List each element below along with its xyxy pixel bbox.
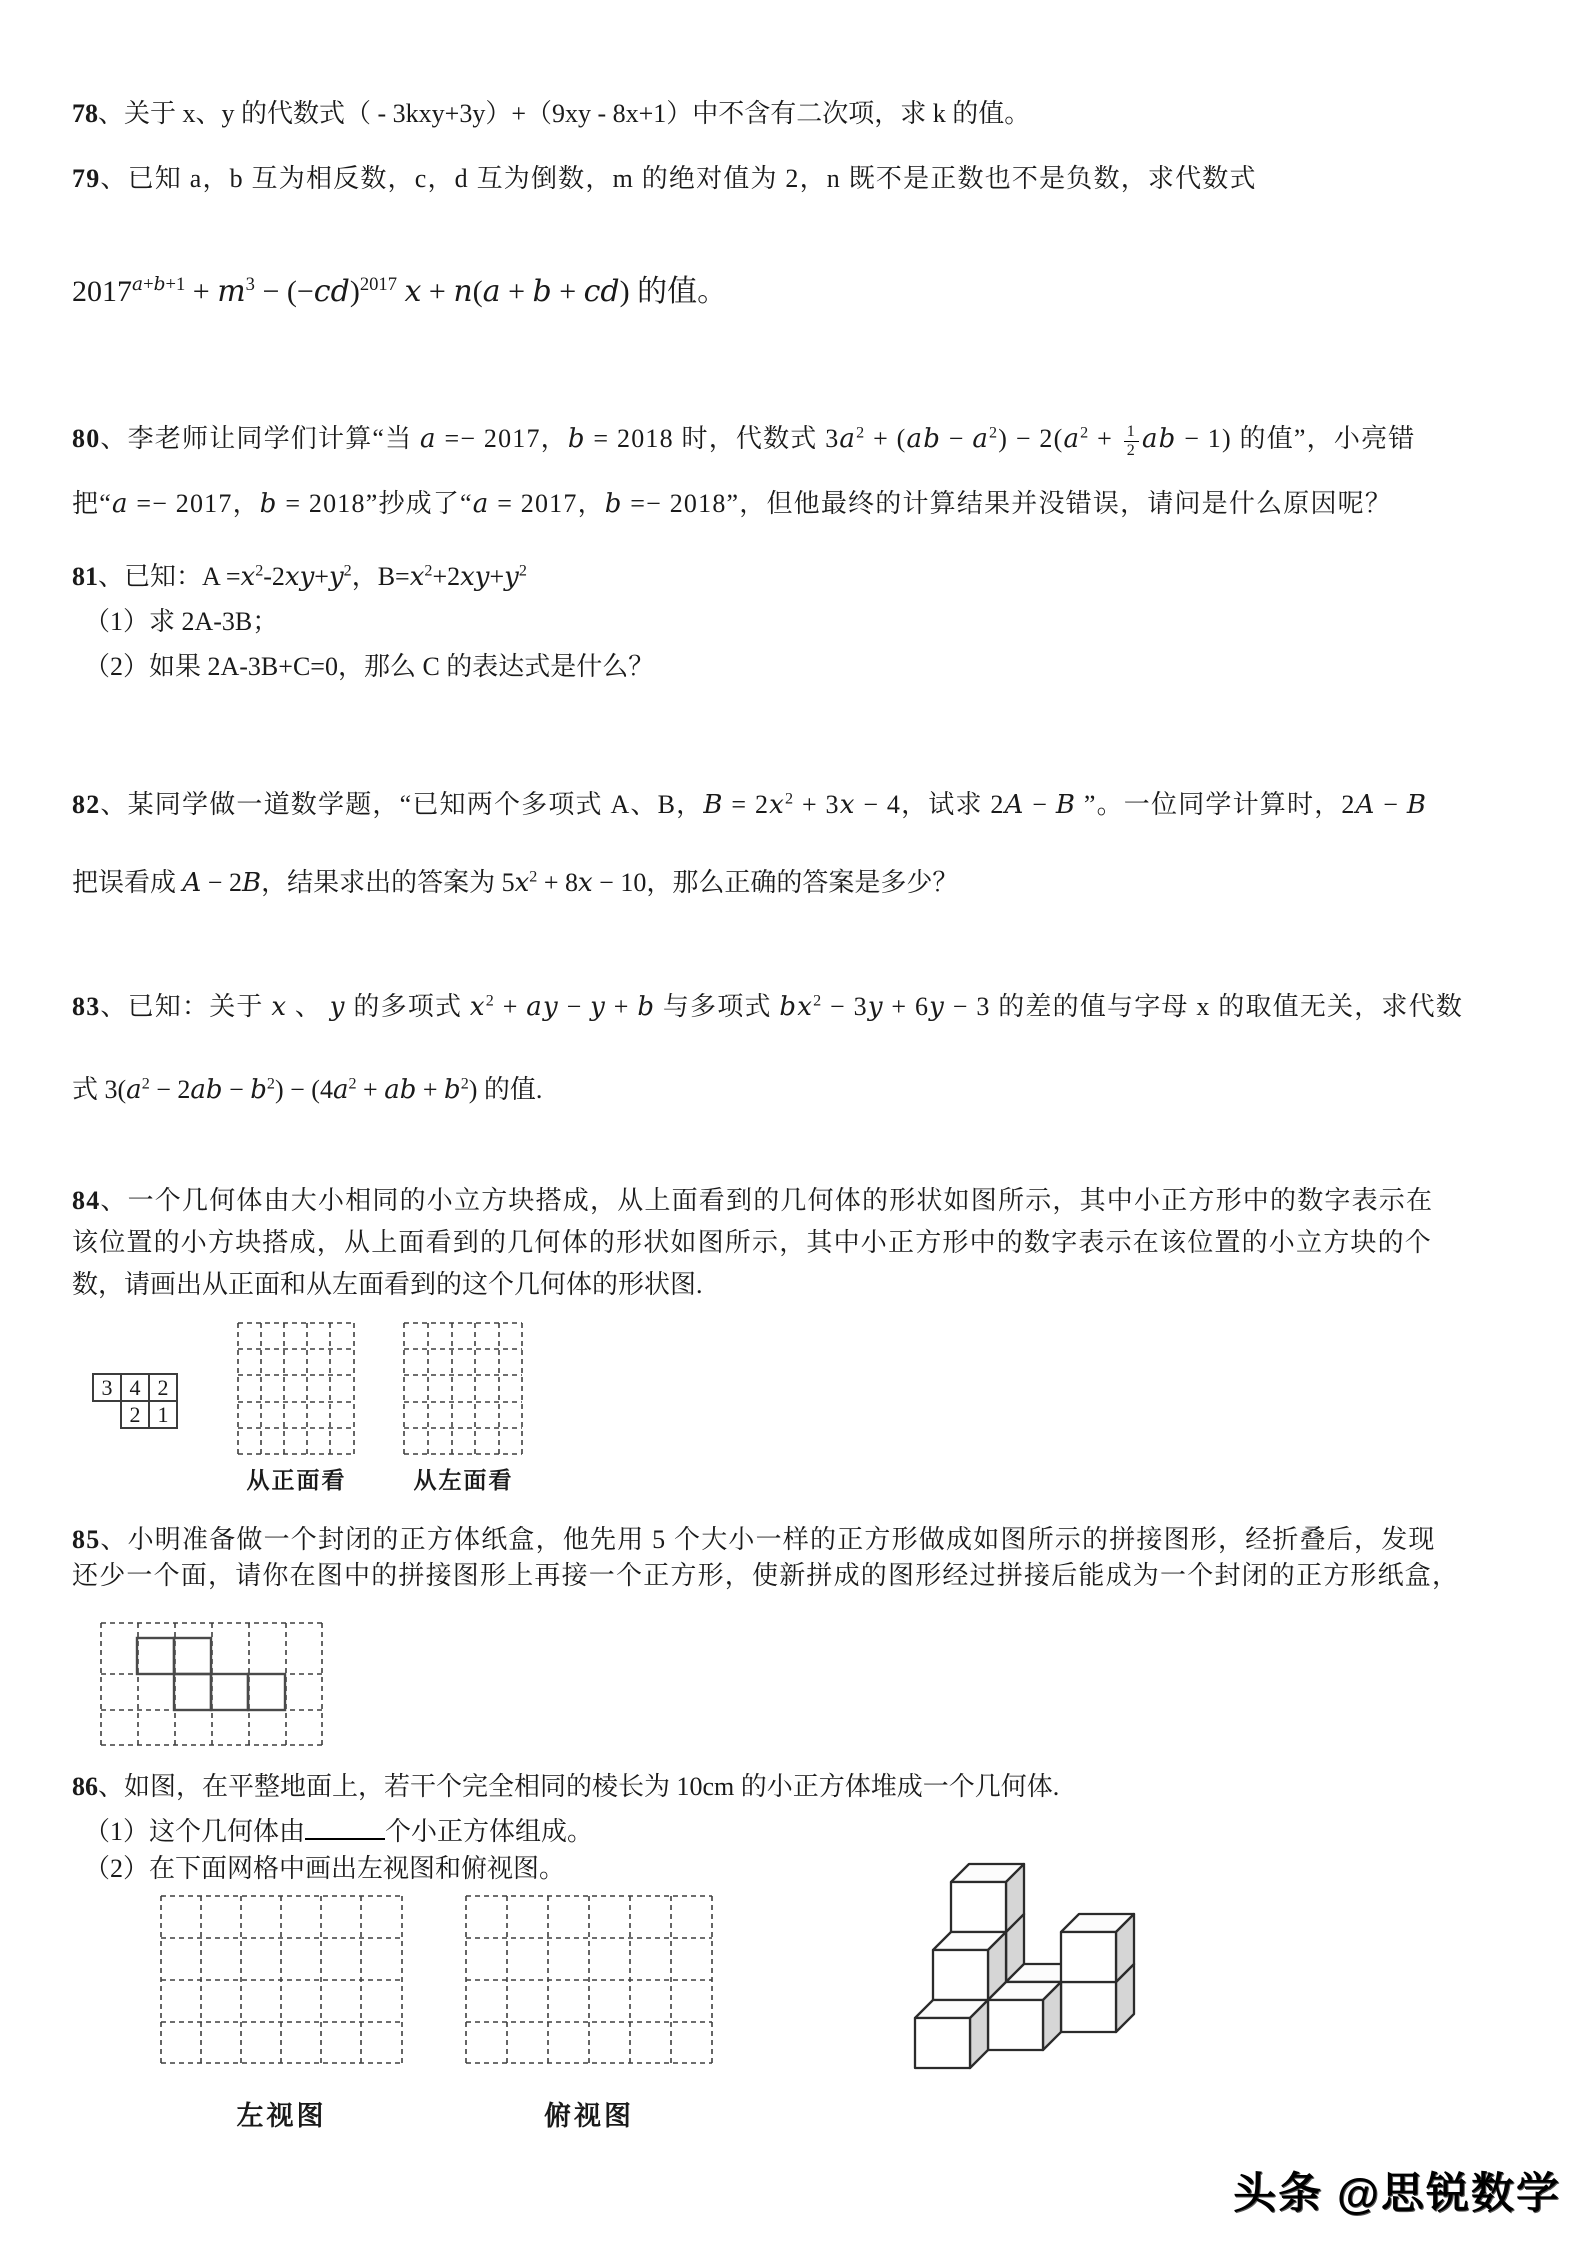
table-cell: 2	[148, 1373, 178, 1402]
front-view-label: 从正面看	[246, 1468, 347, 1493]
problem-86-item-2: （2）在下面网格中画出左视图和俯视图。	[84, 1854, 566, 1883]
cube	[988, 1982, 1061, 2050]
left-view-label: 从左面看	[413, 1468, 514, 1493]
cube	[1061, 1914, 1134, 1982]
problem-78-line-1: 78、关于 x、y 的代数式（ - 3kxy+3y）+（9xy - 8x+1）中不含有二次项，求 k 的值。	[72, 99, 1031, 128]
table-cell: 3	[92, 1373, 122, 1402]
problem-86-line-1: 86、如图，在平整地面上，若干个完全相同的棱长为 10cm 的小正方体堆成一个几何体.	[72, 1772, 1060, 1801]
problem-84-line-3: 数，请画出从正面和从左面看到的这个几何体的形状图.	[72, 1270, 703, 1299]
problem-81-item-1: （1）求 2A-3B；	[84, 607, 279, 636]
top-view-drawing-grid	[465, 1895, 713, 2064]
front-view-grid	[237, 1322, 356, 1456]
left-view-grid	[403, 1322, 524, 1456]
top-view-drawing-label: 俯视图	[544, 2101, 634, 2131]
problem-81-line-1: 81、已知：$A =x^2-2xy+y^2$，$B=x^2+2xy+y^2$	[72, 562, 527, 592]
top-view-count-table	[92, 1373, 182, 1431]
cube	[915, 2000, 988, 2068]
problem-86-item-1: （1）这个几何体由 个小正方体组成。	[84, 1812, 593, 1849]
table-cell: 4	[120, 1373, 150, 1402]
watermark: 头条 @思锐数学	[1233, 2170, 1561, 2218]
problem-85-line-1: 85、小明准备做一个封闭的正方体纸盒，他先用 5 个大小一样的正方形做成如图所示的拼接图形，经折叠后，发现	[72, 1525, 1436, 1554]
problem-83-line-1: 83、已知：关于 x 、 y 的多项式 $x^2$ + ay − y + b 与多项式 $bx^2 - 3y + 6y - 3$ 的差的值与字母 x 的取值无关，求代数	[72, 992, 1464, 1022]
cube	[933, 1932, 1006, 2000]
left-view-drawing-label: 左视图	[236, 2101, 327, 2131]
problem-85-line-2: 还少一个面，请你在图中的拼接图形上再接一个正方形，使新拼成的图形经过拼接后能成为一个封闭的正方形纸盒，	[72, 1561, 1460, 1590]
pentomino-net	[137, 1638, 285, 1710]
problem-82-line-2: 把误看成 A − 2B，结果求出的答案为 $5x^2 + 8x - 10$，那么正确的答案是多少？	[72, 868, 959, 898]
problem-80-line-2: 把“a =− 2017，b = 2018”抄成了“a = 2017，b =− 2018”，但他最终的计算结果并没错误，请问是什么原因呢？	[72, 489, 1393, 519]
problem-84-line-2: 该位置的小方块搭成，从上面看到的几何体的形状如图所示，其中小正方形中的数字表示在该位置的小立方块的个	[72, 1228, 1433, 1257]
cube	[951, 1864, 1024, 1932]
cube-net-grid	[100, 1622, 324, 1747]
problem-81-item-2: （2）如果 2A-3B+C=0，那么 C 的表达式是什么？	[84, 652, 655, 681]
left-view-drawing-grid	[160, 1895, 403, 2064]
cube-stack-figure	[895, 1818, 1145, 2078]
problem-82-line-1: 82、某同学做一道数学题，“已知两个多项式 A、B，$B = 2x^2 + 3x - 4$，试求 2A − B ”。一位同学计算时，2A − B	[72, 790, 1428, 820]
problem-79-formula: $2017^{a+b+1} + m^3 - (-cd)^{2017}$ x + n(a + b + cd) 的值。	[72, 274, 728, 309]
problem-79-line-1: 79、已知 a，b 互为相反数，c，d 互为倒数，m 的绝对值为 2，n 既不是正数也不是负数，求代数式	[72, 164, 1257, 193]
problem-83-line-2: 式 $3(a^2 - 2ab - b^2) - (4a^2$ + ab + $b^2$) 的值.	[72, 1075, 543, 1105]
problem-84-line-1: 84、一个几何体由大小相同的小立方块搭成，从上面看到的几何体的形状如图所示，其中小正方形中的数字表示在	[72, 1186, 1434, 1215]
table-cell: 2	[120, 1400, 150, 1429]
problem-80-line-1: 80、李老师让同学们计算“当 a =− 2017，b = 2018 时，代数式 $3a^2 + (ab - a^2) - 2(a^2$ + $\frac{1}{2}$ ab − 1) 的值”，小亮错	[72, 422, 1416, 459]
table-cell: 1	[148, 1400, 178, 1429]
